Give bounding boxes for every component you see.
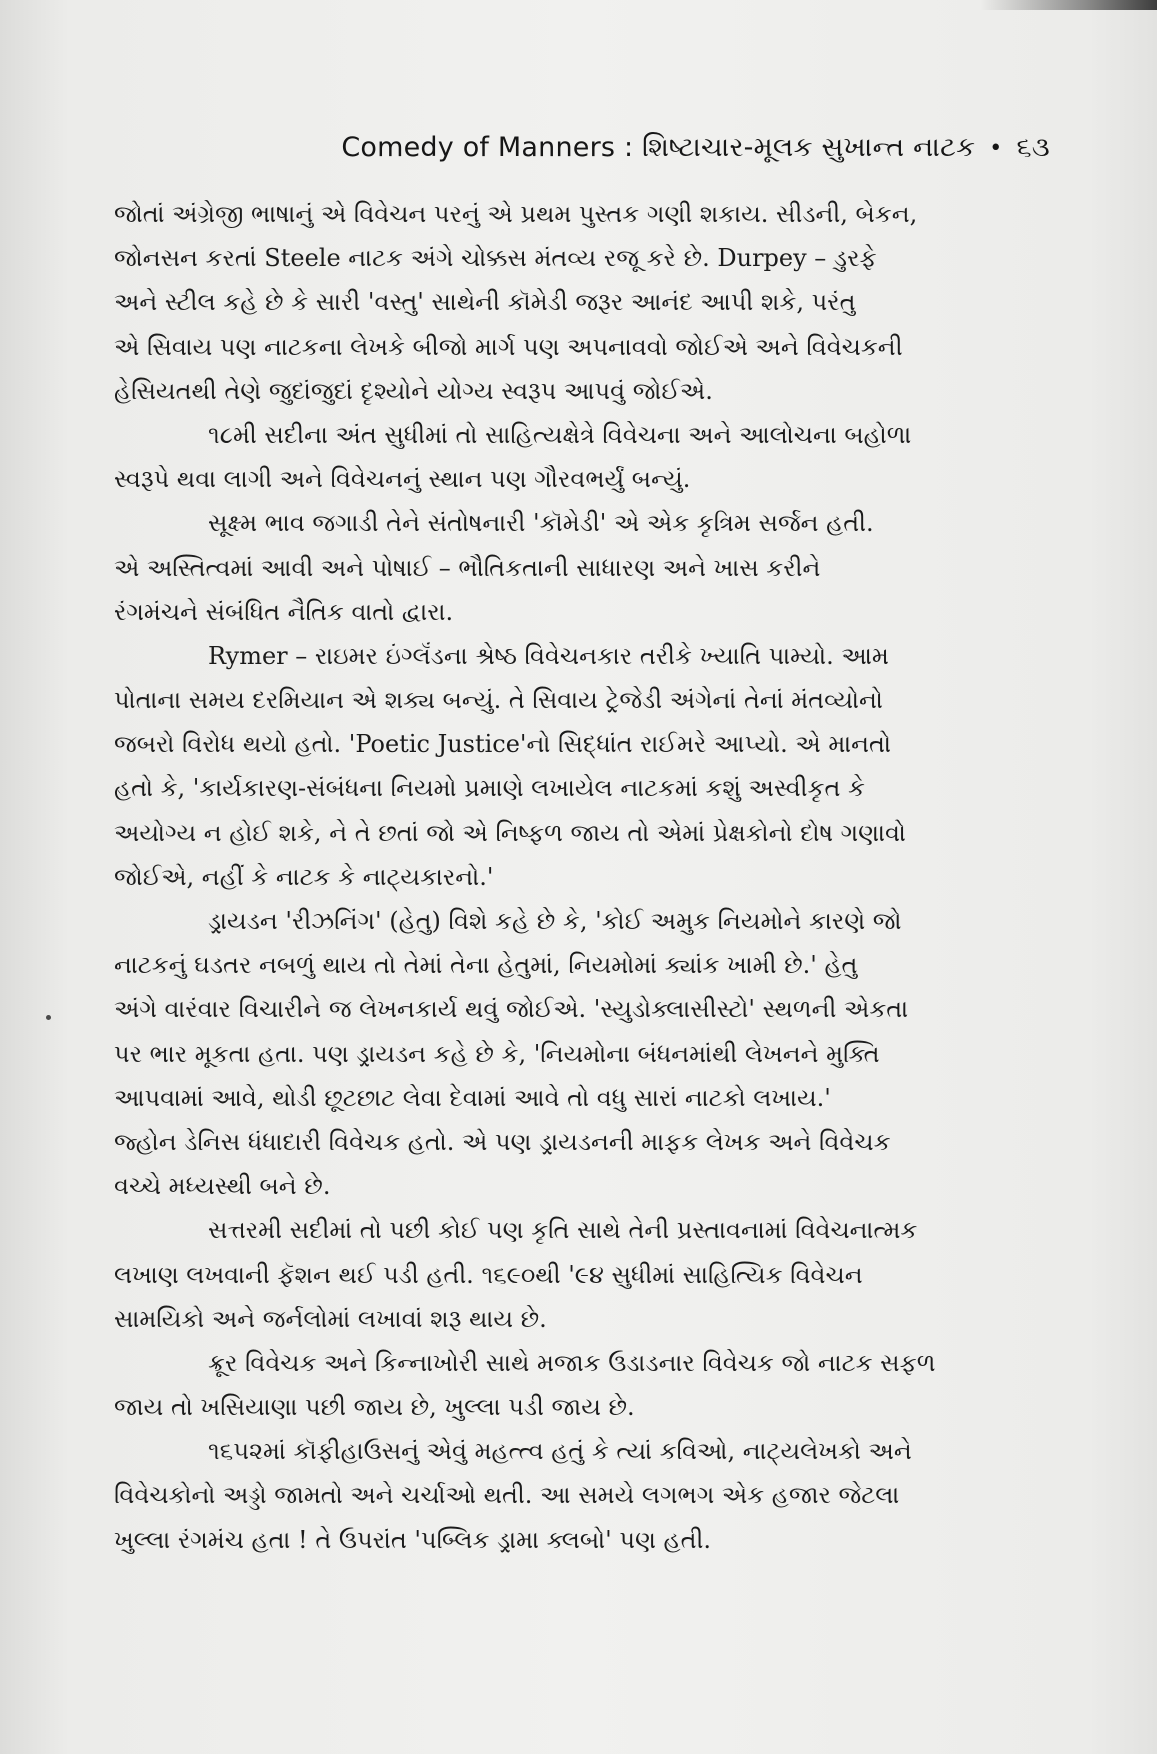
header-title: Comedy of Manners : શિષ્ટાચાર-મૂલક સુખાન્ત નાટક [341, 132, 976, 163]
text-line: સત્તરમી સદીમાં તો પછી કોઈ પણ કૃતિ સાથે તેની પ્રસ્તાવનામાં વિવેચનાત્મક [208, 1216, 918, 1245]
text-line: પર ભાર મૂકતા હતા. પણ ડ્રાયડન કહે છે કે, 'નિયમોના બંધનમાંથી લેખનને મુક્તિ [114, 1039, 880, 1068]
text-line: હેસિયતથી તેણે જુદાંજુદાં દૃશ્યોને યોગ્ય સ્વરૂપ આપવું જોઈએ. [114, 376, 713, 405]
text-line: ૧૮મી સદીના અંત સુધીમાં તો સાહિત્યક્ષેત્રે વિવેચના અને આલોચના બહોળા [208, 420, 912, 449]
text-line: અને સ્ટીલ કહે છે કે સારી 'વસ્તુ' સાથેની કૉમેડી જરૂર આનંદ આપી શકે, પરંતુ [114, 288, 856, 317]
text-line: જ્હોન ડેનિસ ધંધાદારી વિવેચક હતો. એ પણ ડ્રાયડનની માફક લેખક અને વિવેચક [114, 1127, 891, 1156]
text-line: ખુલ્લા રંગમંચ હતા ! તે ઉપરાંત 'પબ્લિક ડ્રામા ક્લબો' પણ હતી. [114, 1525, 711, 1554]
text-line: રંગમંચને સંબંધિત નૈતિક વાતો દ્વારા. [114, 597, 454, 626]
paper-speck [46, 1015, 51, 1020]
text-line: ૧૬૫૨માં કૉફીહાઉસનું એવું મહત્ત્વ હતું કે ત્યાં કવિઓ, નાટ્યલેખકો અને [208, 1437, 912, 1466]
text-line: જોતાં અંગ્રેજી ભાષાનું એ વિવેચન પરનું એ પ્રથમ પુસ્તક ગણી શકાય. સીડની, બેકન, [114, 200, 918, 228]
text-line: જાય તો ખસિયાણા પછી જાય છે, ખુલ્લા પડી જાય છે. [114, 1393, 635, 1422]
body-text [114, 192, 1050, 1562]
text-line: સામયિકો અને જર્નલોમાં લખાવાં શરૂ થાય છે. [114, 1304, 547, 1333]
text-line: લખાણ લખવાની ફૅશન થઈ પડી હતી. ૧૬૯૦થી '૯૪ સુધીમાં સાહિત્યિક વિવેચન [114, 1260, 863, 1289]
text-line: જોનસન કરતાં Steele નાટક અંગે ચોક્કસ મંતવ્ય રજૂ કરે છે. Durpey – ડુરફે [114, 244, 877, 273]
header-bullet: • [989, 135, 1003, 161]
page-number: ૬૩ [1016, 132, 1050, 163]
text-line: અંગે વારંવાર વિચારીને જ લેખનકાર્ય થવું જોઈએ. 'સ્યુડોક્લાસીસ્ટો' સ્થળની એકતા [114, 995, 909, 1024]
text-line: હતો કે, 'કાર્યકારણ-સંબંધના નિયમો પ્રમાણે લખાયેલ નાટકમાં કશું અસ્વીકૃત કે [114, 774, 865, 803]
text-line: અયોગ્ય ન હોઈ શકે, ને તે છતાં જો એ નિષ્ફળ જાય તો એમાં પ્રેક્ષકોનો દોષ ગણાવો [114, 818, 906, 847]
text-line: આપવામાં આવે, થોડી છૂટછાટ લેવા દેવામાં આવે તો વધુ સારાં નાટકો લખાય.' [114, 1083, 831, 1112]
text-line: નાટકનું ઘડતર નબળું થાય તો તેમાં તેના હેતુમાં, નિયમોમાં ક્યાંક ખામી છે.' હેતુ [114, 951, 858, 980]
text-line: વચ્ચે મધ્યસ્થી બને છે. [114, 1172, 331, 1201]
text-line: પોતાના સમય દરમિયાન એ શક્ય બન્યું. તે સિવાય ટ્રેજેડી અંગેનાં તેનાં મંતવ્યોનો [114, 686, 883, 715]
text-line: ડ્રાયડન 'રીઝનિંગ' (હેતુ) વિશે કહે છે કે, 'કોઈ અમુક નિયમોને કારણે જો [208, 907, 902, 935]
text-line: સ્વરૂપે થવા લાગી અને વિવેચનનું સ્થાન પણ ગૌરવભર્યું બન્યું. [114, 465, 691, 494]
text-line: સૂક્ષ્મ ભાવ જગાડી તેને સંતોષનારી 'કૉમેડી' એ એક કૃત્રિમ સર્જન હતી. [208, 509, 874, 538]
text-line: એ અસ્તિત્વમાં આવી અને પોષાઈ – ભૌતિકતાની સાધારણ અને ખાસ કરીને [114, 553, 821, 582]
running-header [240, 128, 1050, 168]
text-line: જોઈએ, નહીં કે નાટક કે નાટ્યકારનો.' [114, 862, 494, 891]
page-edge-shadow [980, 0, 1157, 10]
text-line: ક્રૂર વિવેચક અને કિન્નાખોરી સાથે મજાક ઉડાડનાર વિવેચક જો નાટક સફળ [208, 1348, 936, 1377]
text-line: Rymer – રાઇમર ઇંગ્લૅંડના શ્રેષ્ઠ વિવેચનકાર તરીકે ખ્યાતિ પામ્યો. આમ [208, 641, 889, 670]
text-line: એ સિવાય પણ નાટકના લેખકે બીજો માર્ગ પણ અપનાવવો જોઈએ અને વિવેચકની [114, 332, 903, 361]
text-line: જબરો વિરોધ થયો હતો. 'Poetic Justice'નો સિદ્ધાંત રાઈમરે આપ્યો. એ માનતો [114, 730, 891, 759]
text-line: વિવેચકોનો અડ્ડો જામતો અને ચર્ચાઓ થતી. આ સમયે લગભગ એક હજાર જેટલા [114, 1481, 900, 1510]
